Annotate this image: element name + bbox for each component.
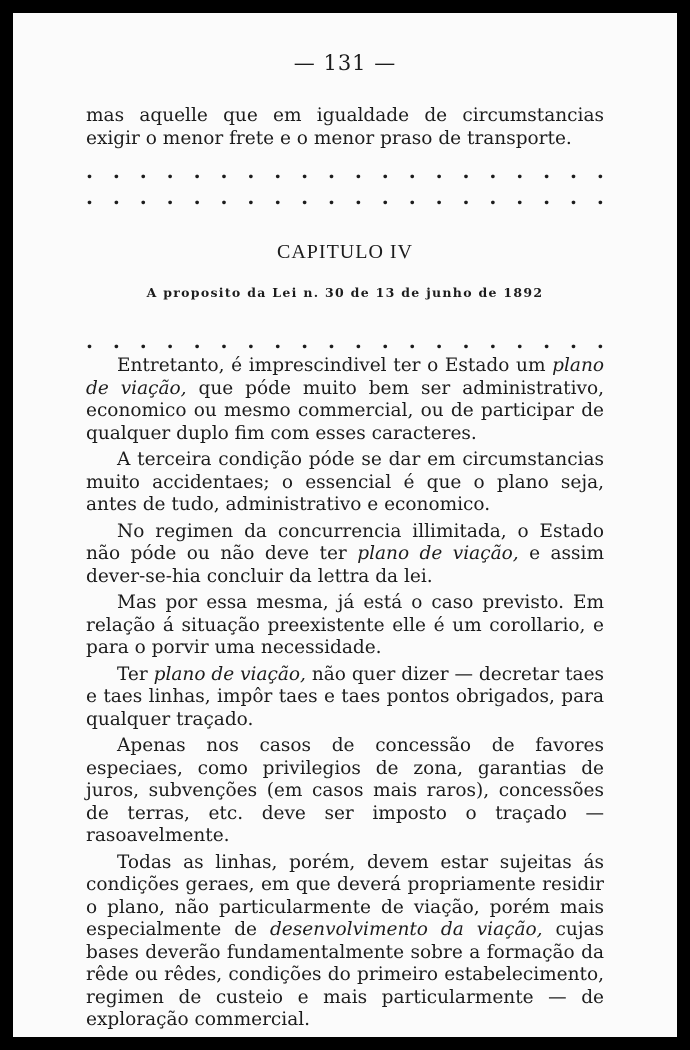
paragraph-5-end: não quer dizer — decretar taes e taes linhas, impôr taes e taes pontos obrigados, para qualquer traçado. [86,663,605,730]
book-page [13,13,677,1037]
paragraph-4: Mas por essa mesma, já está o caso previsto. Em relação á situação preexistente elle é um corollario, e para o porvir uma necessidade. [86,592,604,658]
paragraph-7-emphasis: desenvolvimento da viação, [269,919,543,940]
paragraph-7 [86,852,604,1032]
chapter-subtitle: A proposito da Lei n. 30 de 13 de junho de 1892 [146,285,544,300]
ellipsis-row-3: . . . . . . . . . . . . . . . . . . . . [86,329,604,353]
paragraph-7-start: Todas as linhas, porém, devem estar sujeitas ás condições geraes, em que deverá propriamente residir o plano, não particularmente de viação, porém mais especialmente de [86,851,604,940]
paragraph-5-emphasis: plano de viação, [153,663,306,685]
ellipsis-row-2: . . . . . . . . . . . . . . . . . . . . [86,185,604,209]
paragraph-6: Apenas nos casos de concessão de favores especiaes, como privilegios de zona, garantias de juros, subvenções (em casos mais raros), concessões de terras, etc. deve ser imposto o traçado — rasoavelmente. [86,735,604,846]
opening-paragraph [86,105,604,154]
paragraph-3-start: No regimen da concurrencia illimitada, o Estado não póde ou não deve ter [86,520,604,564]
page-number: — 131 — [293,51,397,75]
paragraph-1-start: Entretanto, é imprescindivel ter o Estado um [117,355,553,376]
body-text [86,355,604,1036]
paragraph-1-end: que póde muito bem ser administrativo, economico ou mesmo commercial, ou de participar de qualquer duplo fim com esses caracteres. [86,377,604,444]
paragraph-2: A terceira condição póde se dar em circumstancias muito accidentaes; o essencial é que o plano seja, antes de tudo, administrativo e economico. [86,449,604,515]
ellipsis-row-1: . . . . . . . . . . . . . . . . . . . . [86,159,604,183]
opening-text: mas aquelle que em igualdade de circumstancias exigir o menor frete e o menor praso de transporte. [86,105,604,149]
paragraph-3-end: e assim dever-se-hia concluir da lettra da lei. [86,543,604,587]
paragraph-1-emphasis: plano de viação, [86,355,604,399]
chapter-title: CAPITULO IV [277,241,413,263]
paragraph-1 [86,355,604,445]
paragraph-3-emphasis: plano de viação, [357,543,519,564]
paragraph-3 [86,521,604,589]
paragraph-5 [86,664,604,732]
paragraph-7-end: cujas bases deverão fundamentalmente sobre a formação da rêde ou rêdes, condições do primeiro estabelecimento, regimen de custeio e mais particularmente — de exploração commercial. [86,919,604,1030]
paragraph-5-start: Ter [117,663,154,685]
